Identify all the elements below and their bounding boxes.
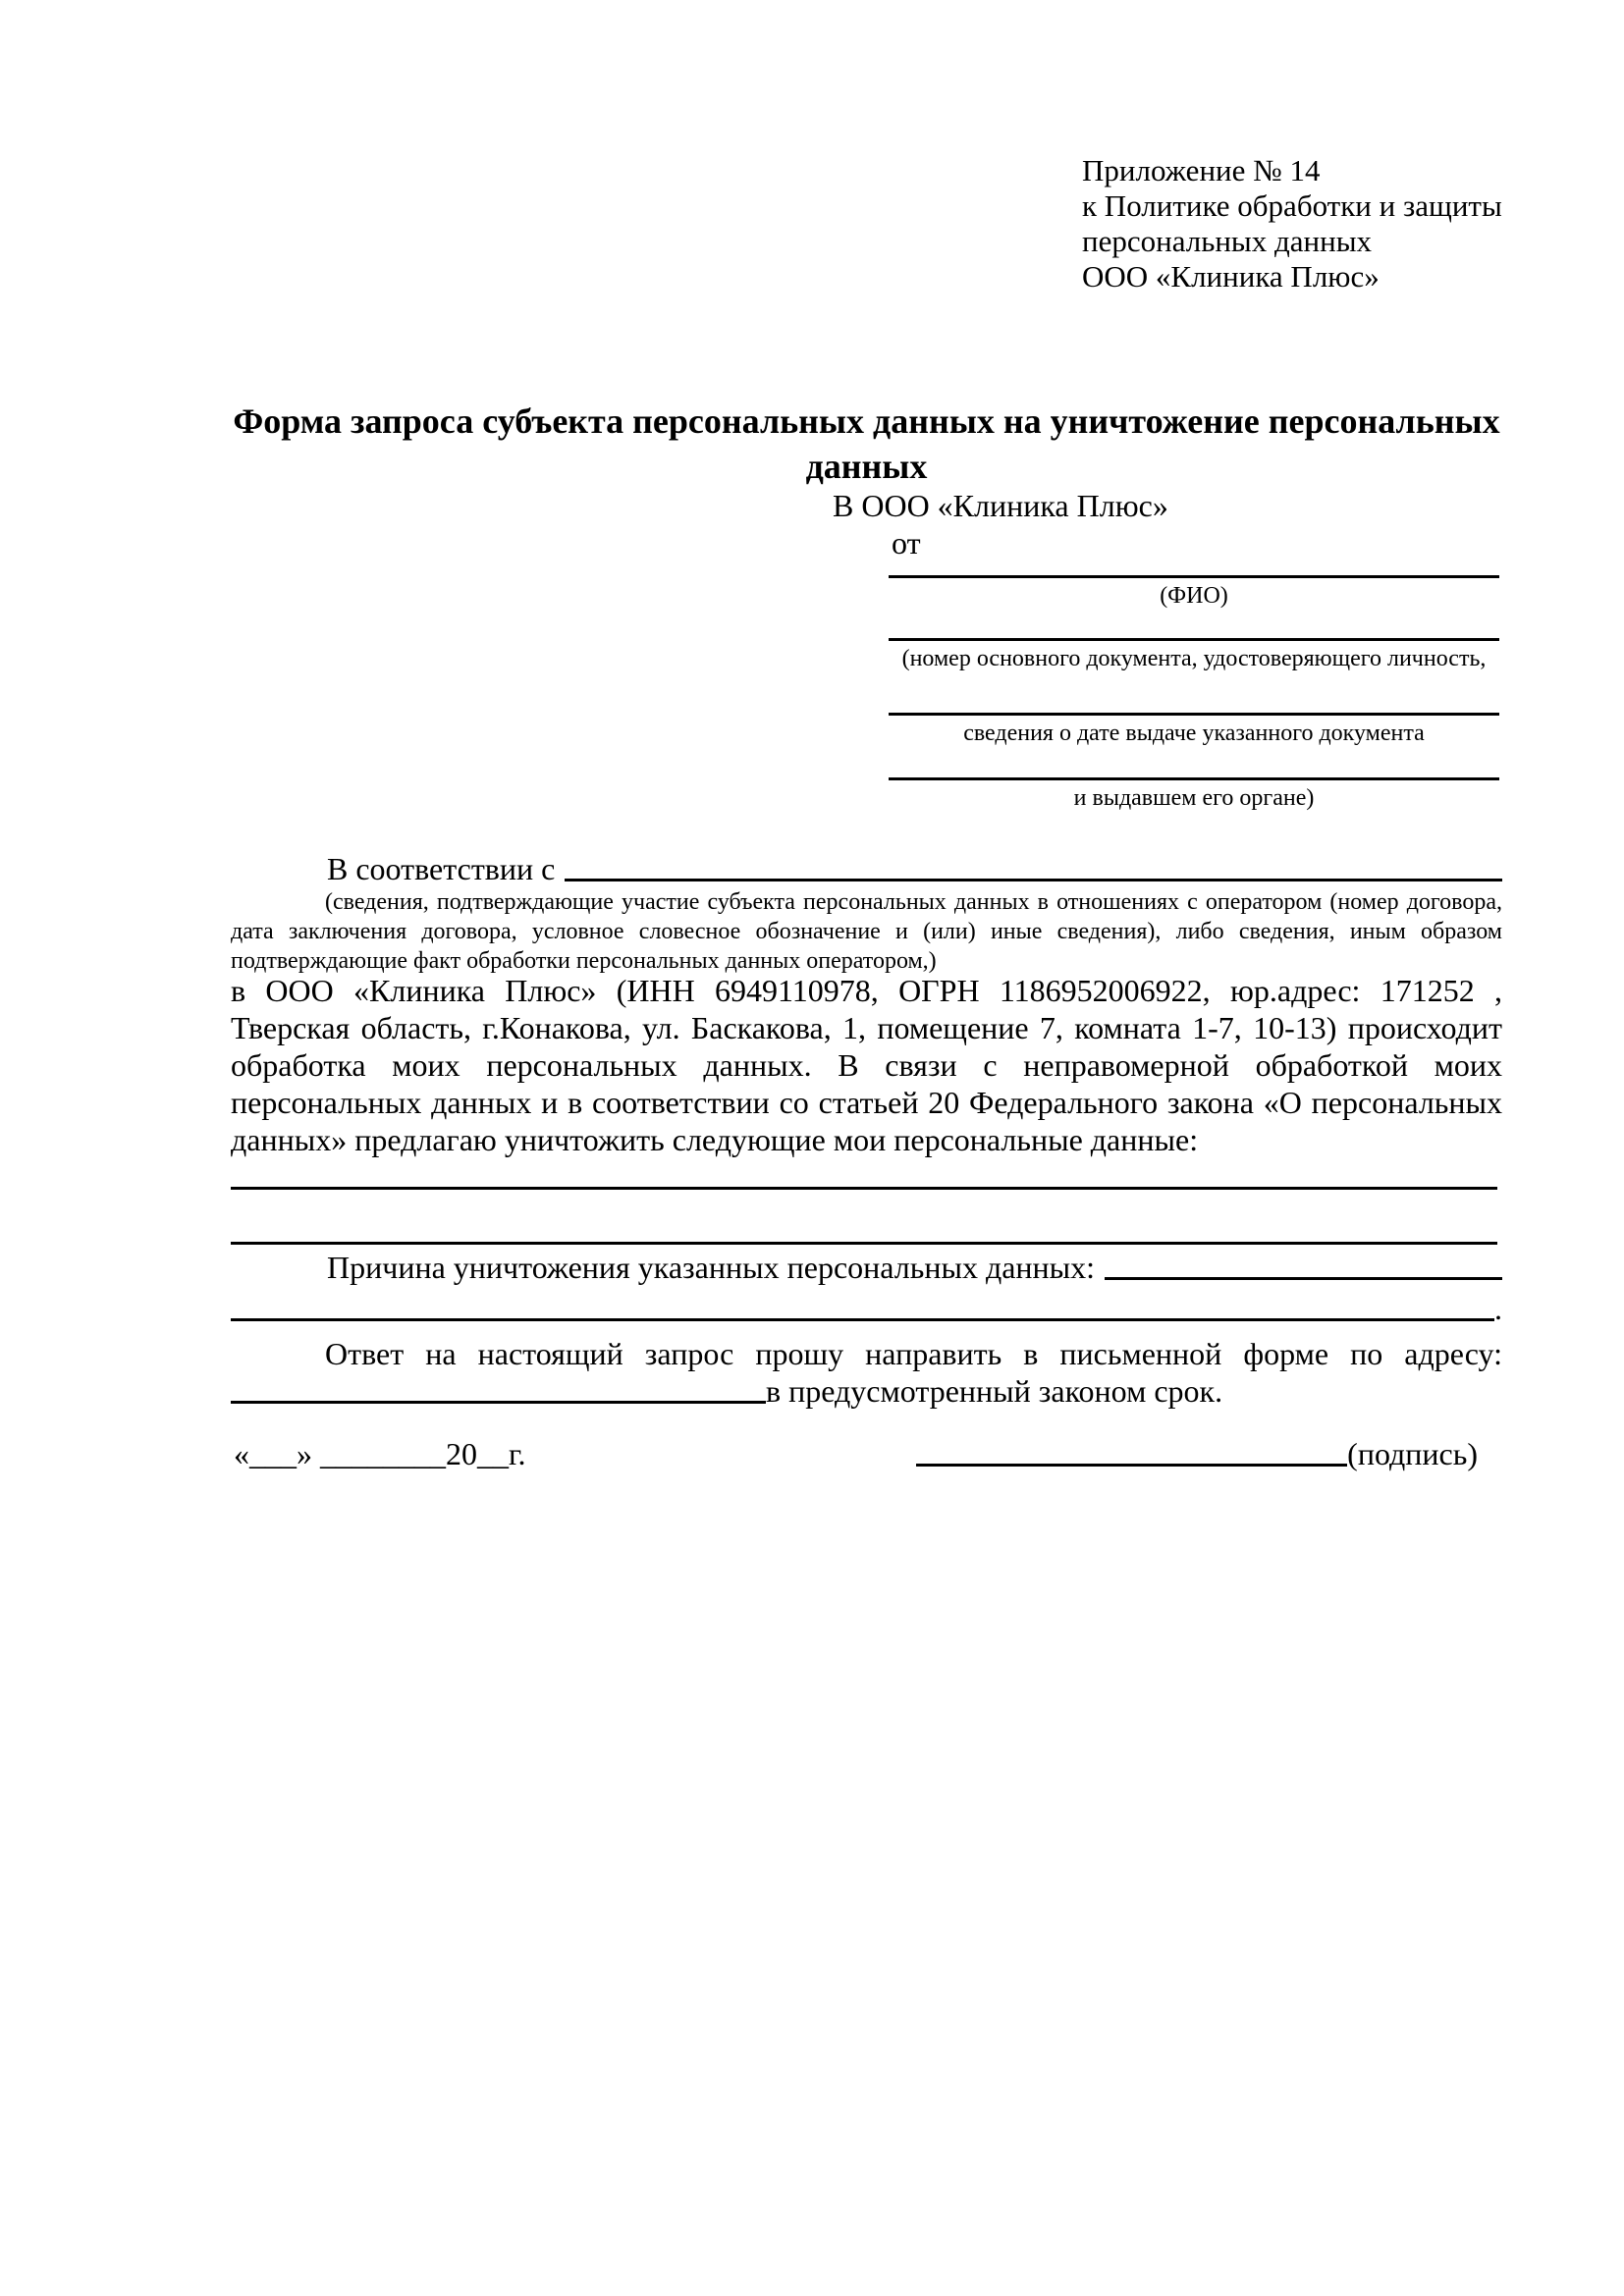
- doc-number-caption: (номер основного документа, удостоверяющего личность,: [901, 646, 1487, 671]
- data-field-line-2[interactable]: [231, 1242, 1497, 1245]
- reason-continuation-field-line[interactable]: [231, 1318, 1494, 1321]
- doc-authority-caption: и выдавшем его органе): [1073, 785, 1315, 811]
- signature-caption: (подпись): [1347, 1436, 1478, 1471]
- from-label: от: [892, 525, 921, 561]
- answer-term-text: в предусмотренный законом срок.: [766, 1373, 1223, 1409]
- accordance-label: В соответствии с: [327, 851, 556, 886]
- appendix-policy-line2: персональных данных: [1082, 224, 1373, 258]
- answer-term-row: [231, 1372, 1222, 1410]
- reason-field-line[interactable]: [1105, 1277, 1502, 1280]
- accordance-field-line[interactable]: [565, 879, 1502, 881]
- signature-field-line[interactable]: [916, 1464, 1347, 1467]
- date-field[interactable]: «___» ________20__г.: [234, 1436, 526, 1471]
- signature-row: [916, 1435, 1478, 1472]
- fio-caption: (ФИО): [1160, 583, 1228, 609]
- appendix-header: [1082, 153, 1502, 294]
- reason-label: Причина уничтожения указанных персональных данных:: [327, 1250, 1096, 1285]
- doc-issue-date-caption: сведения о дате выдаче указанного документа: [963, 721, 1425, 746]
- appendix-policy-line1: к Политике обработки и защиты: [1082, 188, 1502, 223]
- body-paragraph: в ООО «Клиника Плюс» (ИНН 6949110978, ОГРН 1186952006922, юр.адрес: 171252 , Тверская область, г.Конакова, ул. Баскакова, 1, помещение 7, комната 1-7, 10-13) происходит обработка моих персональных данных. В связи с неправомерной обработкой моих персональных данных и в соответствии со статьей 20 Федерального закона «О персональных данных» предлагаю уничтожить следующие мои персональные данные:: [231, 973, 1502, 1157]
- appendix-org-name: ООО «Клиника Плюс»: [1082, 259, 1380, 294]
- doc-number-field-line[interactable]: [889, 638, 1499, 641]
- accordance-footnote: (сведения, подтверждающие участие субъекта персональных данных в отношениях с оператором (номер договора, дата заключения договора, условное словесное обозначение и (или) иные сведения), либо сведения, иным образом подтверждающие факт обработки персональных данных оператором,): [231, 889, 1502, 974]
- doc-authority-field-line[interactable]: [889, 777, 1499, 780]
- fio-field-line[interactable]: [889, 575, 1499, 578]
- page-title: Форма запроса субъекта персональных данных на уничтожение персональных данных: [233, 401, 1500, 486]
- data-field-line-1[interactable]: [231, 1187, 1497, 1190]
- reason-continuation-row: [231, 1290, 1502, 1327]
- doc-issue-date-field-line[interactable]: [889, 713, 1499, 716]
- reason-row: [327, 1249, 1502, 1286]
- recipient-org: В ООО «Клиника Плюс»: [833, 488, 1168, 523]
- accordance-row: [327, 850, 1502, 887]
- answer-request-text: Ответ на настоящий запрос прошу направить в письменной форме по адресу:: [325, 1336, 1502, 1371]
- reason-trailing-period: .: [1494, 1291, 1502, 1326]
- address-field-line[interactable]: [231, 1401, 766, 1404]
- appendix-number: Приложение № 14: [1082, 153, 1321, 187]
